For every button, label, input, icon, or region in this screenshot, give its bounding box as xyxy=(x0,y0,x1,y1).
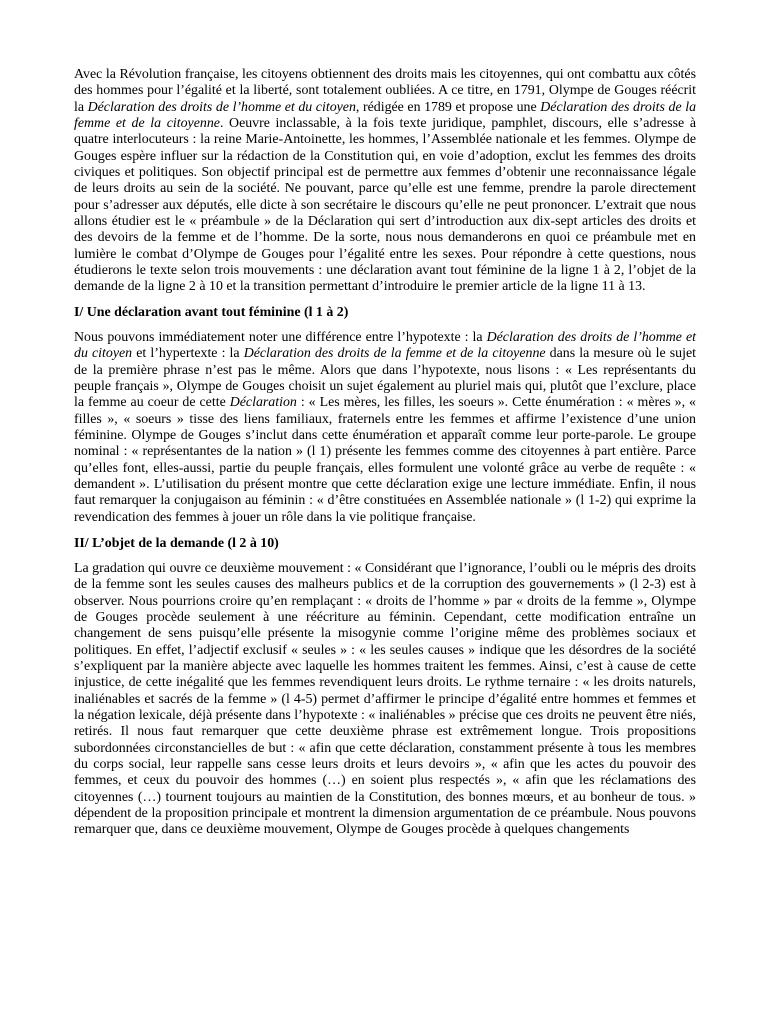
italic-title: Déclaration des droits de la femme et de la citoyenne xyxy=(74,99,697,132)
italic-title: Déclaration des droits de la femme et de la citoyenne xyxy=(243,346,546,362)
section-heading-2: II/ L’objet de la demande (l 2 à 10) xyxy=(74,535,279,551)
section-heading-1: I/ Une déclaration avant tout féminine (l 1 à 2) xyxy=(74,304,349,320)
italic-title: Déclaration xyxy=(229,395,297,411)
introduction-paragraph: Avec la Révolution française, les citoyens obtiennent des droits mais les citoyennes, qui ont combattu aux côtés des hommes pour l’égalité et la liberté, sont totalement oubliées. A ce titre, en 1791, Olympe de Gouges réécrit la Déclaration des droits de l’homme et du citoyen, rédigée en 1789 et propose une Déclaration des droits de la femme et de la citoyenne. Oeuvre inclassable, à la fois texte juridique, pamphlet, discours, elle s’adresse à quatre interlocuteurs : la reine Marie-Antoinette, les hommes, l’Assemblée nationale et les femmes. Olympe de Gouges espère influer sur la rédaction de la Constitution qui, en voie d’adoption, exclut les femmes des droits civiques et politiques. Son objectif principal est de permettre aux femmes d’obtenir une reconnaissance légale de leurs droits au sein de la société. Ne pouvant, parce qu’elle est une femme, prendre la parole directement pour s’adresser aux députés, elle dicte à son secrétaire le discours qu’elle ne peut prononcer. L’extrait que nous allons étudier est le « préambule » de la Déclaration qui sert d’introduction aux dix-sept articles des droits et des devoirs de la femme et de l’homme. De la sorte, nous nous demanderons en quoi ce préambule met en lumière le combat d’Olympe de Gouges pour l’égalité entre les sexes. Pour répondre à cette questions, nous étudierons le texte selon trois mouvements : une déclaration avant tout féminine de la ligne 1 à 2, l’objet de la demande de la ligne 2 à 10 et la transition permettant d’introduire le premier article de la ligne 11 à 13. xyxy=(74,67,697,295)
italic-title: Déclaration des droits de l’homme et du citoyen xyxy=(74,329,696,362)
italic-title: Déclaration des droits de l’homme et du citoyen xyxy=(87,99,356,115)
section-1-paragraph: Nous pouvons immédiatement noter une différence entre l’hypotexte : la Déclaration des droits de l’homme et du citoyen et l’hypertexte : la Déclaration des droits de la femme et de la citoyenne dans la mesure où le sujet de la première phrase n’est pas le même. Alors que dans l’hypotexte, nous lisons : « Les représentants du peuple français », Olympe de Gouges choisit un sujet également au pluriel mais qui, plutôt que l’exclure, place la femme au coeur de cette Déclaration : « Les mères, les filles, les soeurs ». Cette énumération : « mères », « filles », « soeurs » tisse des liens familiaux, fraternels entre les femmes et affirme l’existence d’une union féminine. Olympe de Gouges s’inclut dans cette énumération et apparaît comme leur porte-parole. Le groupe nominal : « représentantes de la nation » (l 1) présente les femmes comme des citoyennes à part entière. Parce qu’elles font, elles-aussi, partie du peuple français, elles formulent une volonté grâce au verbe de requête : « demandent ». L’utilisation du présent montre que cette déclaration exige une lecture immédiate. Enfin, il nous faut remarquer la conjugaison au féminin : « d’être constituées en Assemblée nationale » (l 1-2) qui exprime la revendication des femmes à jouer un rôle dans la vie politique française. xyxy=(74,329,697,525)
section-2-paragraph: La gradation qui ouvre ce deuxième mouvement : « Considérant que l’ignorance, l’oubli ou le mépris des droits de la femme sont les seules causes des malheurs publics et de la corruption des gouvernements » (l 2-3) est à observer. Nous pourrions croire qu’en remplaçant : « droits de l’homme » par « droits de la femme », Olympe de Gouges procède seulement à une réécriture au féminin. Cependant, cette modification entraîne un changement de sens puisqu’elle présente la misogynie comme l’origine même des problèmes sociaux et politiques. En effet, l’adjectif exclusif « seules » : « les seules causes » indique que les désordres de la société s’expliquent par la manière abjecte avec laquelle les hommes traitent les femmes. Ainsi, c’est à cause de cette injustice, de cette inégalité que les femmes revendiquent leurs droits. Le rythme ternaire : « les droits naturels, inaliénables et sacrés de la femme » (l 4-5) permet d’affirmer le principe d’égalité entre hommes et femmes et la négation lexicale, déjà présente dans l’hypotexte : « inaliénables » précise que ces droits ne peuvent être niés, retirés. Il nous faut remarquer que cette deuxième phrase est extrêmement longue. Trois propositions subordonnées circonstancielles de but : « afin que cette déclaration, constamment présente à tous les membres du corps social, leur rappelle sans cesse leurs droits et leurs devoirs », « afin que les actes du pouvoir des femmes, et ceux du pouvoir des hommes (…) en soient plus respectés », « afin que les réclamations des citoyennes (…) tournent toujours au maintien de la Constitution, des bonnes mœurs, et au bonheur de tous. » dépendent de la proposition principale et montrent la dimension argumentation de ce préambule. Nous pouvons remarquer que, dans ce deuxième mouvement, Olympe de Gouges procède à quelques changements xyxy=(74,560,696,838)
